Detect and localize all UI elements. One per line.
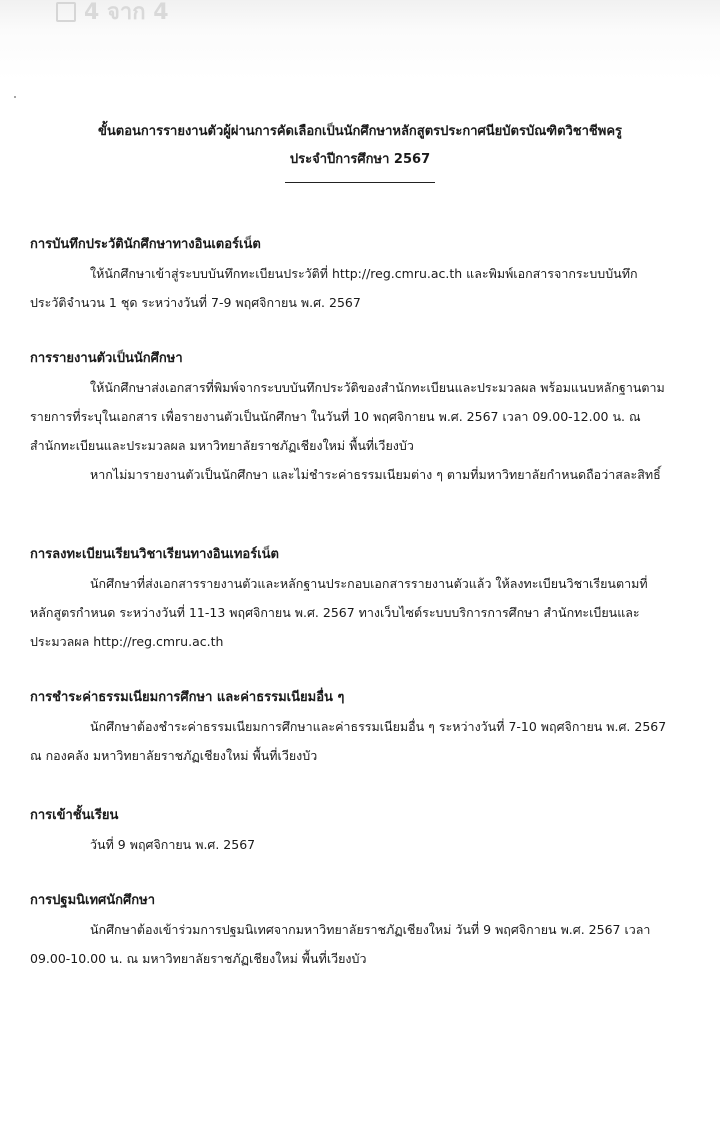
section-paragraph: นักศึกษาต้องชำระค่าธรรมเนียมการศึกษาและค่าธรรมเนียมอื่น ๆ ระหว่างวันที่ 7-10 พฤศจิกายน พ.ศ. 2567 ณ กองคลัง มหาวิทยาลัยราชภัฏเชียงใหม่ พื้นที่เวียงบัว bbox=[30, 719, 667, 763]
section-paragraph: นักศึกษาต้องเข้าร่วมการปฐมนิเทศจากมหาวิทยาลัยราชภัฏเชียงใหม่ วันที่ 9 พฤศจิกายน พ.ศ. 2567 เวลา 09.00-10.00 น. ณ มหาวิทยาลัยราชภัฏเชียงใหม่ พื้นที่เวียงบัว bbox=[30, 922, 651, 966]
section-tuition-payment bbox=[30, 683, 670, 770]
section-orientation bbox=[30, 886, 670, 973]
section-heading: การปฐมนิเทศนักศึกษา bbox=[30, 893, 156, 908]
section-class-start bbox=[30, 801, 670, 859]
page-icon bbox=[56, 2, 76, 22]
section-heading: การบันทึกประวัตินักศึกษาทางอินเตอร์เน็ต bbox=[30, 237, 261, 252]
section-paragraph: ให้นักศึกษาส่งเอกสารที่พิมพ์จากระบบบันทึกประวัติของสำนักทะเบียนและประมวลผล พร้อมแนบหลักฐานตามรายการที่ระบุในเอกสาร เพื่อรายงานตัวเป็นนักศึกษา ในวันที่ 10 พฤศจิกายน พ.ศ. 2567 เวลา 09.00-12.00 น. ณ สำนักทะเบียนและประมวลผล มหาวิทยาลัยราชภัฏเชียงใหม่ พื้นที่เวียงบัว bbox=[30, 380, 665, 453]
section-heading: การรายงานตัวเป็นนักศึกษา bbox=[30, 351, 183, 366]
section-paragraph: นักศึกษาที่ส่งเอกสารรายงานตัวและหลักฐานประกอบเอกสารรายงานตัวแล้ว ให้ลงทะเบียนวิชาเรียนตามที่หลักสูตรกำหนด ระหว่างวันที่ 11-13 พฤศจิกายน พ.ศ. 2567 ทางเว็บไซต์ระบบบริการการศึกษา สำนักทะเบียนและประมวลผล http://reg.cmru.ac.th bbox=[30, 576, 648, 649]
section-student-report bbox=[30, 344, 670, 489]
section-paragraph: วันที่ 9 พฤศจิกายน พ.ศ. 2567 bbox=[90, 837, 256, 852]
section-paragraph: ให้นักศึกษาเข้าสู่ระบบบันทึกทะเบียนประวัติที่ http://reg.cmru.ac.th และพิมพ์เอกสารจากระบบบันทึกประวัติจำนวน 1 ชุด ระหว่างวันที่ 7-9 พฤศจิกายน พ.ศ. 2567 bbox=[30, 266, 638, 310]
section-heading: การเข้าชั้นเรียน bbox=[30, 808, 119, 823]
page-indicator-text: 4 จาก 4 bbox=[84, 0, 169, 25]
title-underline bbox=[285, 182, 435, 183]
section-online-registration bbox=[30, 230, 670, 317]
section-heading: การชำระค่าธรรมเนียมการศึกษา และค่าธรรมเนียมอื่น ๆ bbox=[30, 690, 345, 705]
section-course-enrollment bbox=[30, 540, 670, 656]
scan-speck bbox=[14, 96, 16, 98]
section-paragraph: หากไม่มารายงานตัวเป็นนักศึกษา และไม่ชำระค่าธรรมเนียมต่าง ๆ ตามที่มหาวิทยาลัยกำหนดถือว่าสละสิทธิ์ bbox=[90, 467, 661, 482]
title-line-2: ประจำปีการศึกษา 2567 bbox=[289, 152, 431, 167]
title-line-1: ขั้นตอนการรายงานตัวผู้ผ่านการคัดเลือกเป็นนักศึกษาหลักสูตรประกาศนียบัตรบัณฑิตวิชาชีพครู bbox=[98, 124, 622, 139]
document-title bbox=[0, 118, 720, 183]
page-indicator bbox=[56, 0, 169, 29]
section-heading: การลงทะเบียนเรียนวิชาเรียนทางอินเทอร์เน็ต bbox=[30, 547, 279, 562]
